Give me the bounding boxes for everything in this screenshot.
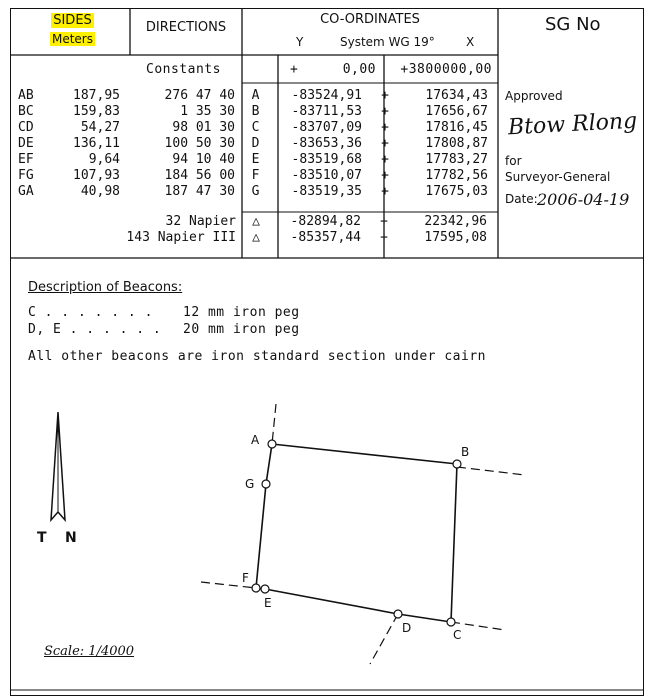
trig-x: 22342,96 — [424, 214, 487, 229]
beacon-c-marker — [447, 618, 455, 626]
trig-y: -82894,82 — [290, 214, 361, 229]
constants-label: Constants — [146, 62, 221, 77]
extension-a-north — [272, 404, 276, 444]
beacon-a-label: A — [251, 433, 260, 447]
side-direction: 1 35 30 — [180, 104, 235, 119]
beacon-a-marker — [268, 440, 276, 448]
beacon-g-label: G — [245, 477, 255, 491]
side-direction: 98 01 30 — [172, 120, 235, 135]
description-note: All other beacons are iron standard section under cairn — [28, 349, 486, 364]
side-label: DE — [18, 136, 34, 151]
boundary-de — [265, 589, 398, 614]
beacon-x: 17808,87 — [425, 136, 488, 151]
beacon-c-label: C — [453, 628, 462, 642]
extension-b-east — [457, 467, 525, 475]
side-label: CD — [18, 120, 34, 135]
description-line-c-desc: 12 mm iron peg — [183, 305, 300, 320]
beacon-b-marker — [453, 460, 461, 468]
trig-sign: + — [380, 214, 388, 229]
beacon-name: D — [251, 136, 260, 151]
beacon-sign: + — [381, 184, 389, 199]
side-length: 159,83 — [73, 104, 120, 119]
directions-header: DIRECTIONS — [145, 20, 227, 35]
boundary-bc — [451, 464, 457, 622]
coordinates-header: CO-ORDINATES — [320, 12, 420, 27]
beacon-b-label: B — [461, 445, 470, 459]
constants-y-value: 0,00 — [342, 62, 376, 77]
north-label-t: T — [37, 530, 47, 546]
side-direction: 187 47 30 — [164, 184, 235, 199]
side-length: 187,95 — [73, 88, 120, 103]
beacon-x: 17634,43 — [425, 88, 488, 103]
beacon-sign: + — [381, 88, 389, 103]
constants-x-value: +3800000,00 — [400, 62, 492, 77]
beacon-sign: + — [381, 152, 389, 167]
side-direction: 184 56 00 — [164, 168, 235, 183]
beacon-name: F — [251, 168, 260, 183]
side-label: BC — [18, 104, 34, 119]
trig-x: 17595,08 — [424, 230, 487, 245]
side-label: GA — [18, 184, 34, 199]
beacon-x: 17656,67 — [425, 104, 488, 119]
sides-title: SIDES — [53, 13, 92, 28]
boundary-ab — [272, 444, 457, 464]
side-direction: 276 47 40 — [164, 88, 235, 103]
trig-name: 32 Napier — [165, 214, 236, 229]
side-length: 107,93 — [73, 168, 120, 183]
boundary-fg — [256, 484, 266, 588]
sides-units: Meters — [51, 32, 93, 46]
beacon-sign: + — [381, 168, 389, 183]
beacon-g-marker — [262, 480, 270, 488]
beacon-d-marker — [394, 610, 402, 618]
beacon-x: 17816,45 — [425, 120, 488, 135]
scale-label: Scale: 1/4000 — [44, 644, 135, 659]
side-length: 54,27 — [80, 120, 120, 135]
beacon-d-label: D — [402, 621, 412, 635]
date-label: Date: — [505, 192, 538, 206]
beacon-x: 17675,03 — [425, 184, 488, 199]
beacon-y: -83653,36 — [291, 136, 362, 151]
trig-symbol: △ — [252, 230, 260, 245]
beacon-e-label: E — [264, 596, 272, 610]
beacon-y: -83711,53 — [291, 104, 362, 119]
side-length: 136,11 — [73, 136, 120, 151]
beacon-name: C — [251, 120, 260, 135]
beacon-name: B — [251, 104, 260, 119]
north-label-n: N — [65, 530, 77, 546]
beacon-e-marker — [261, 585, 269, 593]
beacon-y: -83510,07 — [291, 168, 362, 183]
side-direction: 100 50 30 — [164, 136, 235, 151]
beacon-name: A — [251, 88, 260, 103]
trig-symbol: △ — [252, 214, 260, 229]
beacon-y: -83707,09 — [291, 120, 362, 135]
coords-y-label: Y — [296, 35, 304, 49]
beacon-y: -83524,91 — [291, 88, 362, 103]
side-label: AB — [18, 88, 34, 103]
description-title: Description of Beacons: — [28, 280, 183, 295]
boundary-ga — [266, 444, 272, 484]
beacon-y: -83519,68 — [291, 152, 362, 167]
trig-y: -85357,44 — [290, 230, 361, 245]
for-label: for — [505, 154, 522, 168]
side-direction: 94 10 40 — [172, 152, 235, 167]
date-value: 2006-04-19 — [537, 190, 630, 209]
side-label: EF — [18, 152, 34, 167]
side-length: 40,98 — [80, 184, 120, 199]
side-length: 9,64 — [88, 152, 120, 167]
signature: Btow Rlong — [507, 108, 638, 141]
beacon-x: 17782,56 — [425, 168, 488, 183]
description-line-c-beacons: C . . . . . . . — [28, 305, 153, 320]
coords-system-label: System WG 19° — [340, 35, 435, 49]
beacon-sign: + — [381, 104, 389, 119]
extension-d-south — [370, 614, 398, 664]
beacon-sign: + — [381, 136, 389, 151]
beacon-sign: + — [381, 120, 389, 135]
approved-label: Approved — [505, 89, 563, 103]
office-label: Surveyor-General — [505, 170, 611, 184]
beacon-y: -83519,35 — [291, 184, 362, 199]
beacon-name: G — [251, 184, 260, 199]
beacon-name: E — [251, 152, 260, 167]
beacon-x: 17783,27 — [425, 152, 488, 167]
beacon-f-label: F — [242, 571, 249, 585]
trig-name: 143 Napier III — [126, 230, 236, 245]
constants-y-sign: + — [290, 62, 299, 77]
description-line-de-beacons: D, E . . . . . . — [28, 322, 162, 337]
coords-x-label: X — [466, 35, 475, 49]
side-label: FG — [18, 168, 34, 183]
description-line-de-desc: 20 mm iron peg — [183, 322, 300, 337]
sg-number-label: SG No — [545, 14, 601, 35]
trig-sign: + — [380, 230, 388, 245]
beacon-f-marker — [252, 584, 260, 592]
